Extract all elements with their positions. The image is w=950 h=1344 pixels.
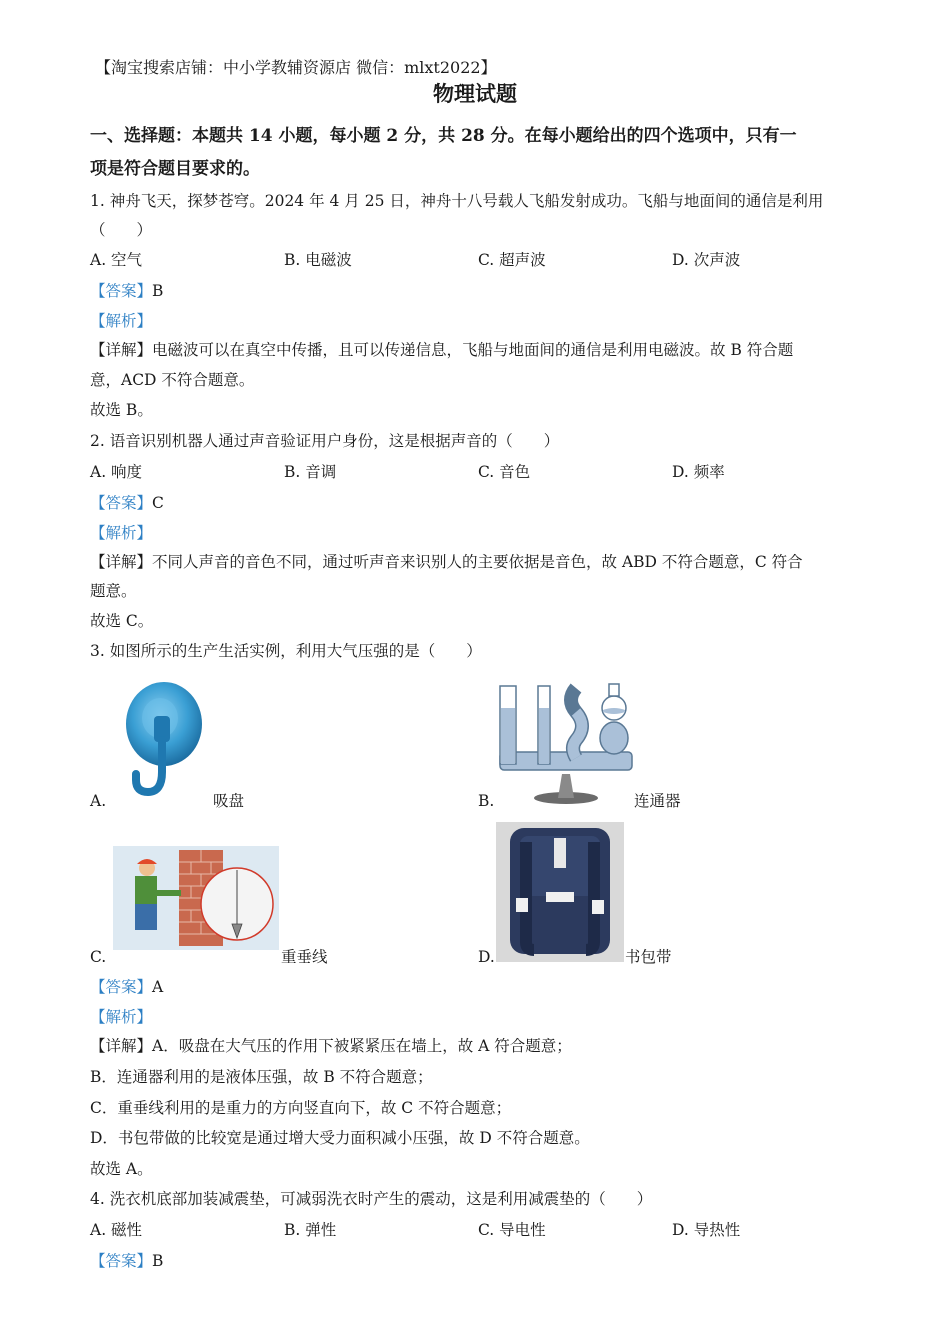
q4-stem: 4. 洗衣机底部加装减震垫，可减弱洗衣时产生的震动，这是利用减震垫的（ ） [90, 1190, 653, 1208]
q3-option-a-letter: A. [90, 792, 107, 810]
answer-tag: 【答案】 [90, 978, 153, 996]
answer-tag: 【答案】 [90, 1252, 153, 1270]
q2-option-c: C. 音色 [478, 463, 531, 481]
q3-detail-a [90, 1036, 572, 1056]
section-heading-line2: 项是符合题目要求的。 [90, 159, 260, 179]
q3-conclusion: 故选 A。 [90, 1160, 153, 1178]
backpack-image [496, 822, 624, 962]
q3-answer [90, 977, 163, 997]
detail-text: 电磁波可以在真空中传播，且可以传递信息，飞船与地面间的通信是利用电磁波。故 B 符合题 [152, 341, 794, 359]
answer-value: A [152, 978, 164, 996]
q3-option-c-letter: C. [90, 948, 107, 966]
suction-cup-image [118, 680, 208, 805]
q2-option-d: D. 频率 [672, 463, 725, 481]
q3-option-b-letter: B. [478, 792, 495, 810]
q3-detail-b: B．连通器利用的是液体压强，故 B 不符合题意； [90, 1068, 433, 1086]
q3-option-b-label: 连通器 [634, 792, 681, 810]
q3-detail-c: C．重垂线利用的是重力的方向竖直向下，故 C 不符合题意； [90, 1099, 512, 1117]
q3-option-d-label: 书包带 [625, 948, 672, 966]
q2-stem: 2. 语音识别机器人通过声音验证用户身份，这是根据声音的（ ） [90, 432, 560, 450]
q2-detail-line1 [90, 552, 803, 572]
plumb-line-image [113, 846, 279, 950]
q1-option-b: B. 电磁波 [284, 251, 352, 269]
q3-option-d-letter: D. [478, 948, 495, 966]
q2-detail-line2: 题意。 [90, 582, 137, 600]
answer-value: B [152, 282, 164, 300]
q3-detail-d: D．书包带做的比较宽是通过增大受力面积减小压强，故 D 不符合题意。 [90, 1129, 590, 1147]
answer-tag: 【答案】 [90, 282, 153, 300]
q4-option-c: C. 导电性 [478, 1221, 546, 1239]
q1-detail-line2: 意，ACD 不符合题意。 [90, 371, 255, 389]
detail-text: A．吸盘在大气压的作用下被紧紧压在墙上，故 A 符合题意； [152, 1037, 572, 1055]
q2-option-b: B. 音调 [284, 463, 337, 481]
communicating-vessels-image [496, 682, 636, 806]
q4-answer [90, 1251, 163, 1271]
q3-stem: 3. 如图所示的生产生活实例，利用大气压强的是（ ） [90, 642, 482, 660]
q2-analysis-tag: 【解析】 [90, 524, 153, 542]
q1-stem-line2: （ ） [90, 221, 153, 239]
q4-option-a: A. 磁性 [90, 1221, 143, 1239]
detail-tag: 【详解】 [90, 1037, 153, 1055]
q3-analysis-tag: 【解析】 [90, 1008, 153, 1026]
answer-tag: 【答案】 [90, 494, 153, 512]
page-header: 【淘宝搜索店铺：中小学教辅资源店 微信：mlxt2022】 [95, 58, 497, 77]
q1-detail-line1 [90, 340, 793, 360]
q1-option-c: C. 超声波 [478, 251, 546, 269]
q3-option-a-label: 吸盘 [213, 792, 245, 810]
answer-value: B [152, 1252, 164, 1270]
q1-conclusion: 故选 B。 [90, 401, 153, 419]
section-heading-line1: 一、选择题：本题共 14 小题，每小题 2 分，共 28 分。在每小题给出的四个选项中，只有一 [90, 126, 797, 146]
q1-answer [90, 281, 163, 301]
q1-option-a: A. 空气 [90, 251, 143, 269]
q2-answer [90, 493, 164, 513]
q1-stem-line1: 1. 神舟飞天，探梦苍穹。2024 年 4 月 25 日，神舟十八号载人飞船发射成功。飞船与地面间的通信是利用 [90, 192, 824, 210]
q3-option-c-label: 重垂线 [281, 948, 328, 966]
detail-text: 不同人声音的音色不同，通过听声音来识别人的主要依据是音色，故 ABD 不符合题意，C 符合 [152, 553, 803, 571]
q2-conclusion: 故选 C。 [90, 612, 154, 630]
detail-tag: 【详解】 [90, 341, 153, 359]
detail-tag: 【详解】 [90, 553, 153, 571]
q4-option-b: B. 弹性 [284, 1221, 337, 1239]
page-title: 物理试题 [433, 81, 517, 106]
q2-option-a: A. 响度 [90, 463, 143, 481]
q1-option-d: D. 次声波 [672, 251, 741, 269]
q4-option-d: D. 导热性 [672, 1221, 741, 1239]
answer-value: C [152, 494, 164, 512]
q1-analysis-tag: 【解析】 [90, 312, 153, 330]
